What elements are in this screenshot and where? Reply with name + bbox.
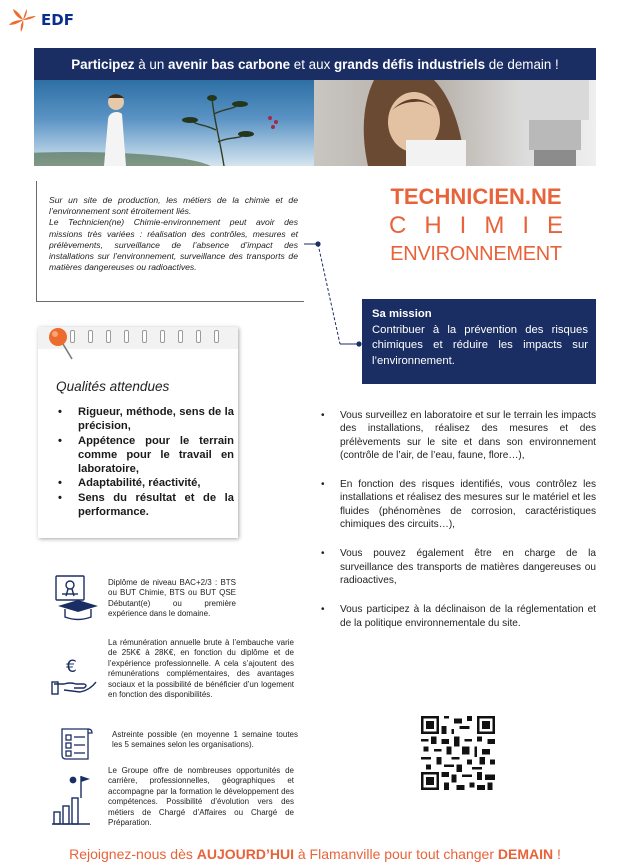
qr-code[interactable] bbox=[421, 716, 495, 790]
mission-bullet: • En fonction des risques identifiés, vous contrôlez les installations et réalisez des mesures sur le matériel et les fluides (phénomènes de corrosion, caractéristiques chimiques des circuits…), bbox=[320, 478, 596, 531]
salary-text: La rémunération annuelle brute à l’embauche varie de 25K€ à 28K€, en fonction du diplôme et de l’expérience professionnelle. A cela s’ajoutent des rémunérations complémentaires, des avantages sociaux et la possibilité de bénéficier d’un logement en fonction des disponibilités. bbox=[108, 638, 294, 700]
intro-line-1: Sur un site de production, les métiers de la chimie et de l’environnement sont étroitement liés. bbox=[49, 195, 298, 217]
job-title-line-2: CHIMIE bbox=[389, 212, 581, 239]
edf-logo-text: EDF bbox=[41, 11, 74, 29]
job-title-line-3: ENVIRONNEMENT bbox=[390, 243, 562, 265]
job-title-line-1: TECHNICIEN.NE bbox=[390, 184, 562, 209]
mission-bullet: • Vous surveillez en laboratoire et sur le terrain les impacts des installations, réalisez des mesures et des prélèvements sur le site et dans son environnement (contrôle de l’air, de l’eau, faune, flore…), bbox=[320, 409, 596, 462]
diploma-icon bbox=[50, 574, 100, 622]
headline-banner: Participez à un avenir bas carbone et aux grands défis industriels de demain ! bbox=[34, 48, 596, 80]
quality-item: • Adaptabilité, réactivité, bbox=[58, 476, 234, 490]
mission-body: Contribuer à la prévention des risques chimiques et réduire les impacts sur l’environnement. bbox=[372, 323, 588, 367]
info-salary bbox=[50, 638, 300, 716]
quality-item: • Appétence pour le terrain comme pour le travail en laboratoire, bbox=[58, 434, 234, 477]
mission-bullet: • Vous pouvez également être en charge de la surveillance des transports de matières dangereuses ou radioactives, bbox=[320, 547, 596, 587]
qualities-title: Qualités attendues bbox=[56, 379, 170, 394]
info-oncall bbox=[50, 726, 300, 762]
mission-title: Sa mission bbox=[372, 308, 432, 320]
salary-hand-icon bbox=[50, 654, 100, 698]
info-career bbox=[50, 762, 300, 830]
mission-box bbox=[362, 299, 596, 384]
footer-tagline: Rejoignez-nous dès AUJOURD’HUI à Flamanville pour tout changer DEMAIN ! bbox=[69, 846, 561, 862]
qualities-card bbox=[38, 327, 238, 538]
quality-item: • Rigueur, méthode, sens de la précision, bbox=[58, 405, 234, 434]
career-text: Le Groupe offre de nombreuses opportunités de carrière, professionnelles, géographiques et accompagne par la formation le développement des compétences. Possibilité d’évolution vers des métiers de Chargé d’Affaires ou Chargé de Préparation. bbox=[108, 766, 294, 828]
pushpin-icon bbox=[46, 325, 76, 363]
oncall-text: Astreinte possible (en moyenne 1 semaine toutes les 5 semaines selon les organisations). bbox=[112, 730, 298, 750]
career-growth-icon bbox=[50, 772, 96, 828]
diploma-text: Diplôme de niveau BAC+2/3 : BTS ou BUT Chimie, BTS ou BUT QSE Débutant(e) ou première expérience dans le domaine. bbox=[108, 578, 236, 619]
info-diploma bbox=[50, 574, 300, 624]
intro-line-2: Le Technicien(ne) Chimie-environnement peut avoir des missions très variées : réalisation des contrôles, mesures et prélèvements, surveillance de l’absence d’impact des installations sur l’environnement, surveillance des transports de matières dangereuses ou radioactives. bbox=[49, 217, 298, 273]
qualities-list bbox=[58, 405, 234, 519]
svg-text:€: € bbox=[66, 657, 77, 677]
mission-bullet: • Vous participez à la déclinaison de la réglementation et de la politique environnementale du site. bbox=[320, 603, 596, 630]
missions-list bbox=[320, 409, 596, 646]
checklist-icon bbox=[58, 726, 98, 762]
quality-item: • Sens du résultat et de la performance. bbox=[58, 491, 234, 520]
job-title bbox=[360, 186, 592, 264]
